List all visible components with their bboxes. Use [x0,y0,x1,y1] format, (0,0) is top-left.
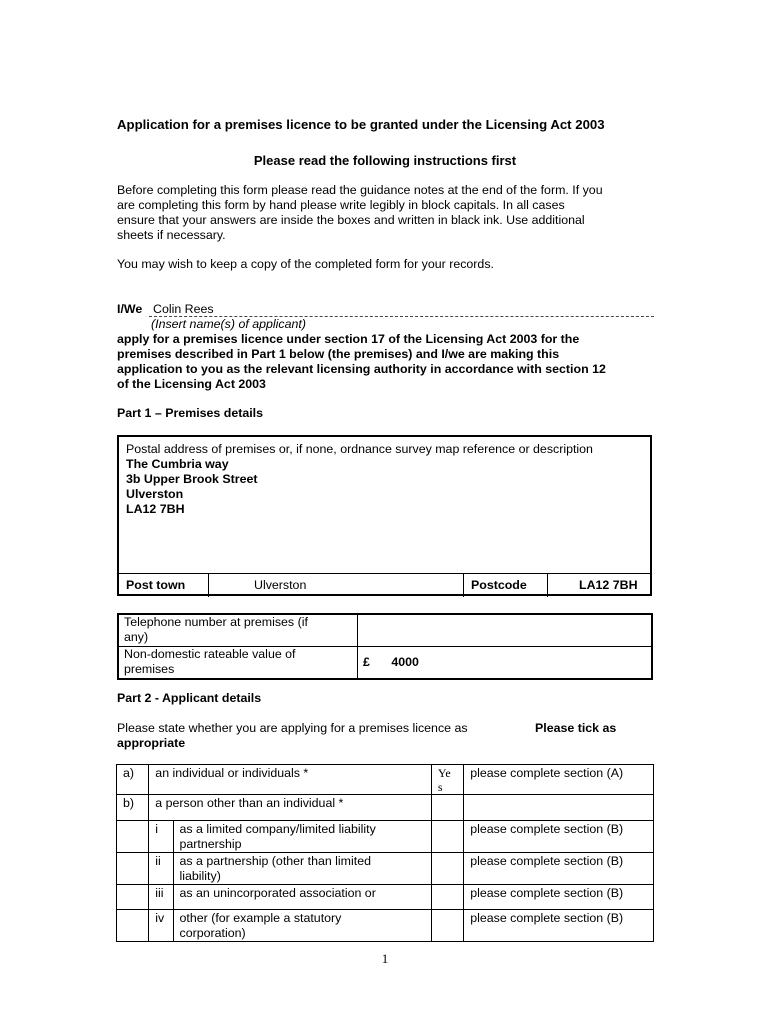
text-line: other (for example a statutory [179,911,342,925]
table-row [118,647,652,680]
text-line: corporation) [179,926,246,940]
empty-cell [117,853,149,885]
label-line: any) [124,630,149,644]
tick-box-b-iv[interactable] [431,910,463,942]
currency-symbol: £ [363,655,370,669]
rateable-value-label [118,647,358,680]
applicant-label: I/We [117,302,143,316]
premises-info-table [117,613,653,680]
declaration-line: application to you as the relevant licensing authority in accordance with section 12 [117,362,606,376]
postcode-label: Postcode [471,578,527,592]
empty-cell [117,910,149,942]
divider [463,574,464,597]
text-line: as an unincorporated association or [179,886,376,900]
sub-option-text [173,885,431,910]
divider [208,574,209,597]
sub-option-key: iv [149,910,173,942]
applicant-type-table [116,764,654,942]
part1-heading: Part 1 – Premises details [117,406,264,420]
table-row [118,614,652,647]
sub-option-text [173,821,431,853]
form-title: Application for a premises licence to be granted under the Licensing Act 2003 [117,117,605,132]
option-instruction [464,795,654,821]
tick-box-b-ii[interactable] [431,853,463,885]
declaration-paragraph [117,332,657,392]
option-instruction: please complete section (A) [464,765,654,795]
instructions-line: sheets if necessary. [117,228,226,242]
option-text: a person other than an individual * [149,795,432,821]
sub-option-key: i [149,821,173,853]
tick-box-b[interactable] [431,795,463,821]
instructions-line: Before completing this form please read the guidance notes at the end of the form. If you [117,183,603,197]
option-key: a) [117,765,149,795]
text-line: partnership [179,837,242,851]
option-key: b) [117,795,149,821]
rateable-value-field[interactable] [358,647,653,680]
declaration-line: apply for a premises licence under section 17 of the Licensing Act 2003 for the [117,332,580,346]
label-line: premises [124,662,175,676]
option-instruction: please complete section (B) [464,885,654,910]
postcode-field[interactable]: LA12 7BH [579,578,638,592]
tick-instruction: Please tick as [535,721,617,735]
divider [547,574,548,597]
empty-cell [117,821,149,853]
sub-option-text [173,853,431,885]
instructions-paragraph [117,183,657,243]
declaration-line: of the Licensing Act 2003 [117,377,266,391]
sub-option-text [173,910,431,942]
declaration-line: premises described in Part 1 below (the premises) and I/we are making this [117,347,560,361]
text-line: as a limited company/limited liability [179,822,376,836]
sub-option-key: ii [149,853,173,885]
tick-instruction-tail: appropriate [117,736,186,750]
tick-text: s [437,780,443,794]
address-line: LA12 7BH [126,502,185,516]
label-line: Non-domestic rateable value of [124,647,296,661]
text-line: as a partnership (other than limited [179,854,371,868]
rateable-value: 4000 [391,655,419,669]
copy-note: You may wish to keep a copy of the completed form for your records. [117,257,494,271]
option-text: an individual or individuals * [149,765,432,795]
applicant-name-field[interactable]: Colin Rees [153,302,214,316]
instructions-line: ensure that your answers are inside the boxes and written in black ink. Use additional [117,213,585,227]
sub-option-key: iii [149,885,173,910]
instructions-heading: Please read the following instructions first [253,153,517,168]
table-row [117,795,654,821]
address-line: Ulverston [126,487,184,501]
table-row [117,821,654,853]
post-town-field[interactable]: Ulverston [254,578,307,592]
instructions-line: are completing this form by hand please write legibly in block capitals. In all cases [117,198,565,212]
address-line: 3b Upper Brook Street [126,472,258,486]
option-instruction: please complete section (B) [464,821,654,853]
page-number: 1 [381,951,389,966]
telephone-field[interactable] [358,614,653,647]
table-row [117,853,654,885]
applicant-type-question: Please state whether you are applying for a premises licence as [117,721,468,735]
premises-address-box [117,435,652,596]
table-row [117,765,654,795]
tick-text: Ye [437,766,451,780]
tick-box-b-iii[interactable] [431,885,463,910]
tick-box-b-i[interactable] [431,821,463,853]
post-town-row [119,573,650,597]
table-row [117,885,654,910]
part2-heading: Part 2 - Applicant details [117,691,262,705]
tick-box-a[interactable] [431,765,463,795]
text-line: liability) [179,869,221,883]
empty-cell [117,885,149,910]
address-label: Postal address of premises or, if none, ordnance survey map reference or description [126,442,593,456]
address-line: The Cumbria way [126,457,229,471]
label-line: Telephone number at premises (if [124,615,308,629]
option-instruction: please complete section (B) [464,910,654,942]
option-instruction: please complete section (B) [464,853,654,885]
telephone-label [118,614,358,647]
address-field[interactable] [126,457,258,517]
table-row [117,910,654,942]
applicant-name-hint: (Insert name(s) of applicant) [151,317,306,331]
post-town-label: Post town [126,578,186,592]
